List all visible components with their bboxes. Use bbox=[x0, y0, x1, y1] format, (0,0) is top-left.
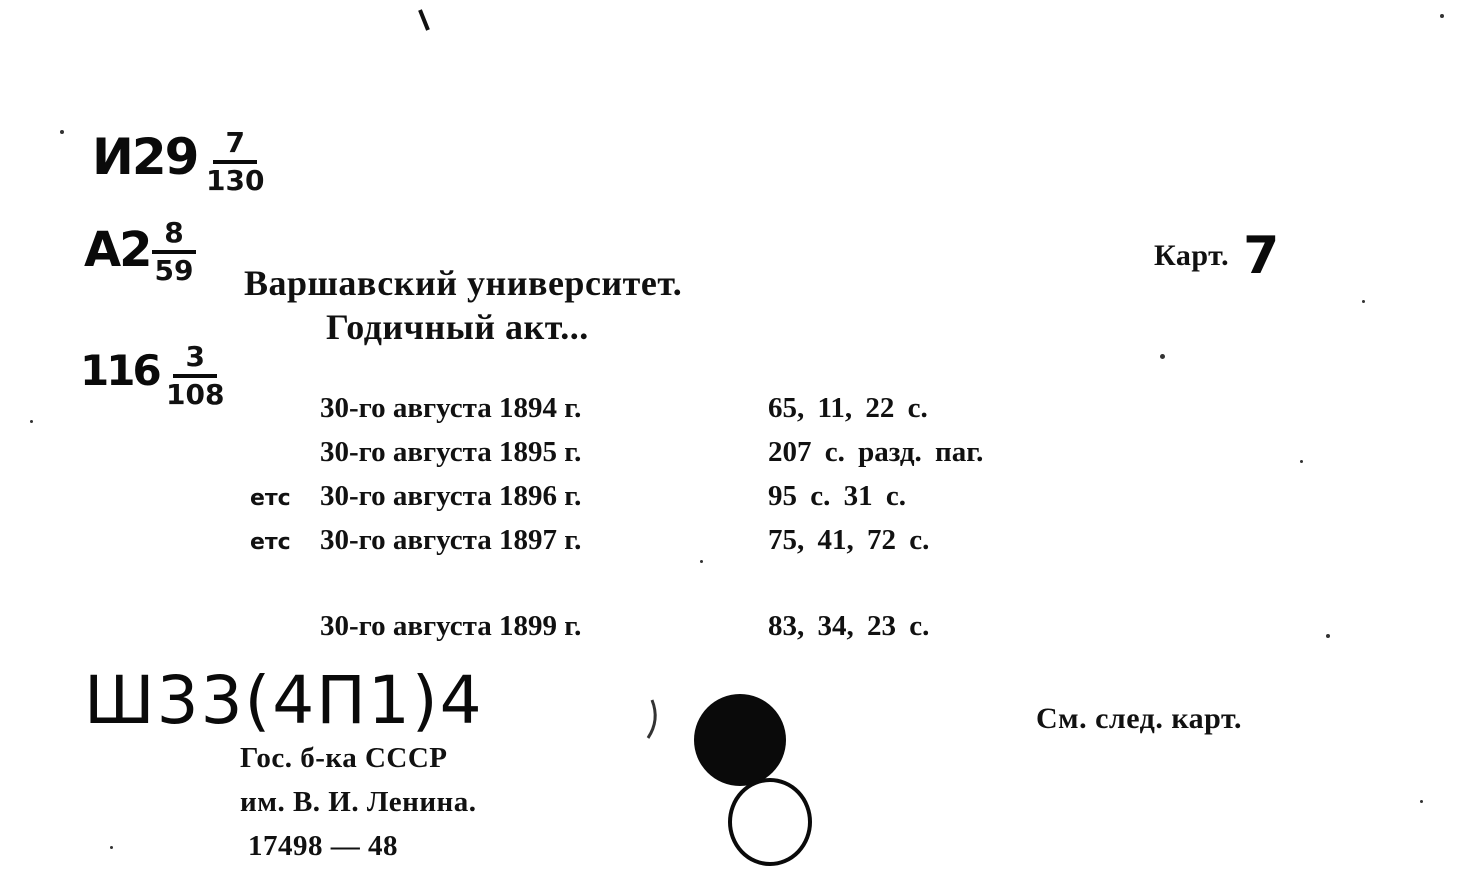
entry-pages: 207 с. разд. паг. bbox=[768, 436, 984, 468]
shelfmark-2-code: А2 bbox=[84, 222, 151, 278]
library-line-2: им. В. И. Ленина. bbox=[240, 786, 477, 818]
card-subtitle: Годичный акт... bbox=[326, 307, 589, 347]
scan-speck bbox=[1300, 460, 1303, 463]
shelfmark-2-denominator: 59 bbox=[154, 254, 194, 287]
scan-speck bbox=[700, 560, 703, 563]
entry-date: 30-го августа 1895 г. bbox=[320, 436, 582, 468]
card-label-text: Карт. bbox=[1154, 239, 1230, 272]
shelfmark-bottom: Ш33(4П1)4 bbox=[84, 662, 484, 739]
library-line-3: 17498 — 48 bbox=[248, 830, 398, 862]
entry-pages: 83, 34, 23 с. bbox=[768, 610, 930, 642]
entry-pages: 65, 11, 22 с. bbox=[768, 392, 928, 424]
entry-date: 30-го августа 1899 г. bbox=[320, 610, 582, 642]
scan-speck bbox=[1362, 300, 1365, 303]
library-line-1: Гос. б-ка СССР bbox=[240, 742, 448, 774]
see-next-card: См. след. карт. bbox=[1036, 702, 1242, 735]
scan-speck bbox=[110, 846, 113, 849]
scan-speck bbox=[30, 420, 33, 423]
shelfmark-1-denominator: 130 bbox=[206, 164, 265, 197]
card-title: Варшавский университет. bbox=[244, 263, 683, 303]
stray-mark bbox=[648, 700, 655, 738]
entry-date: 30-го августа 1897 г. bbox=[320, 524, 582, 556]
shelfmark-3-denominator: 108 bbox=[166, 378, 225, 411]
stray-mark bbox=[420, 10, 428, 30]
entry-note: етс bbox=[250, 486, 291, 511]
shelfmark-1-code: И29 bbox=[92, 128, 198, 186]
shelfmark-1-numerator: 7 bbox=[225, 126, 245, 159]
shelfmark-3-numerator: 3 bbox=[185, 340, 205, 373]
scan-speck bbox=[60, 130, 64, 134]
scan-speck bbox=[1326, 634, 1330, 638]
shelfmark-3-code: 116 bbox=[80, 346, 159, 395]
entry-pages: 95 с. 31 с. bbox=[768, 480, 906, 512]
entry-date: 30-го августа 1896 г. bbox=[320, 480, 582, 512]
entry-note: етс bbox=[250, 530, 291, 555]
hole-outline-circle bbox=[730, 780, 810, 864]
entry-date: 30-го августа 1894 г. bbox=[320, 392, 582, 424]
card-number: 7 bbox=[1243, 226, 1280, 286]
scan-speck bbox=[1440, 14, 1444, 18]
scan-speck bbox=[1160, 354, 1165, 359]
shelfmark-2-numerator: 8 bbox=[164, 216, 184, 249]
punch-hole bbox=[694, 694, 786, 786]
entry-pages: 75, 41, 72 с. bbox=[768, 524, 930, 556]
scan-speck bbox=[1420, 800, 1423, 803]
